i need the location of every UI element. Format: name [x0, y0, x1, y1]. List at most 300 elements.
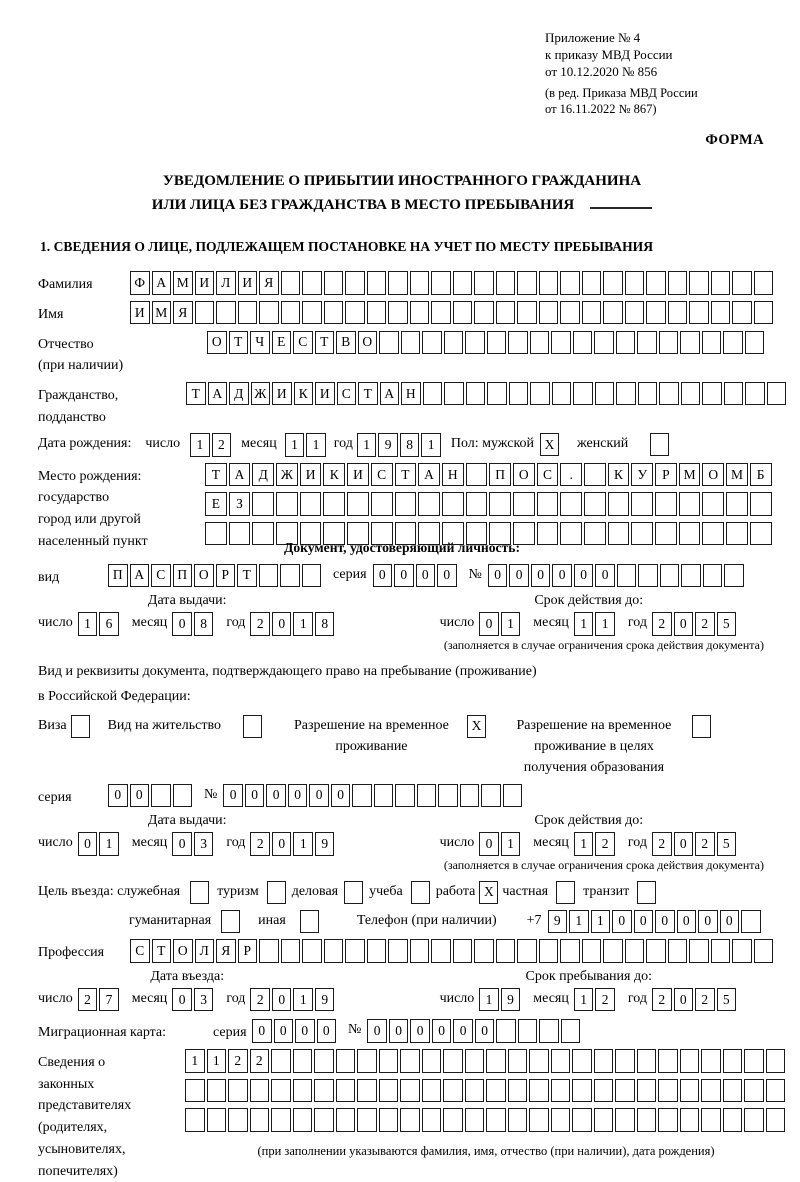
- char-box[interactable]: [703, 564, 723, 588]
- char-box[interactable]: [460, 784, 480, 808]
- char-box[interactable]: [418, 492, 440, 516]
- char-box[interactable]: 0: [410, 1019, 430, 1043]
- char-box[interactable]: [637, 1108, 657, 1132]
- char-box[interactable]: 2: [595, 988, 615, 1012]
- char-box[interactable]: Д: [229, 382, 249, 406]
- char-box[interactable]: Я: [216, 939, 236, 963]
- char-box[interactable]: О: [173, 939, 193, 963]
- char-box[interactable]: [195, 301, 215, 325]
- char-box[interactable]: 2: [212, 433, 232, 457]
- char-box[interactable]: [474, 301, 494, 325]
- char-box[interactable]: [388, 301, 408, 325]
- char-box[interactable]: [723, 1108, 743, 1132]
- char-box[interactable]: [711, 271, 731, 295]
- char-box[interactable]: [659, 331, 679, 355]
- char-box[interactable]: Е: [205, 492, 227, 516]
- char-box[interactable]: Б: [750, 463, 772, 487]
- char-box[interactable]: Ф: [130, 271, 150, 295]
- char-box[interactable]: [767, 382, 787, 406]
- char-box[interactable]: [422, 1049, 442, 1073]
- char-box[interactable]: [560, 522, 582, 546]
- char-box[interactable]: Т: [186, 382, 206, 406]
- char-box[interactable]: [302, 271, 322, 295]
- char-box[interactable]: [401, 331, 421, 355]
- char-box[interactable]: [744, 1108, 764, 1132]
- char-box[interactable]: [582, 271, 602, 295]
- purpose-business-checkbox[interactable]: [344, 881, 363, 904]
- char-box[interactable]: 0: [272, 612, 292, 636]
- char-box[interactable]: [573, 382, 593, 406]
- char-box[interactable]: [724, 382, 744, 406]
- char-box[interactable]: 9: [501, 988, 521, 1012]
- char-box[interactable]: [711, 301, 731, 325]
- char-box[interactable]: [508, 331, 528, 355]
- char-box[interactable]: [702, 522, 724, 546]
- char-box[interactable]: Т: [229, 331, 249, 355]
- char-box[interactable]: [646, 939, 666, 963]
- char-box[interactable]: [302, 301, 322, 325]
- char-box[interactable]: 0: [698, 910, 718, 934]
- char-box[interactable]: 0: [595, 564, 615, 588]
- char-box[interactable]: 0: [266, 784, 286, 808]
- char-box[interactable]: М: [152, 301, 172, 325]
- char-box[interactable]: [324, 939, 344, 963]
- char-box[interactable]: 5: [717, 832, 737, 856]
- char-box[interactable]: [238, 301, 258, 325]
- char-box[interactable]: [410, 939, 430, 963]
- char-box[interactable]: [453, 301, 473, 325]
- char-box[interactable]: М: [726, 463, 748, 487]
- char-box[interactable]: 6: [99, 612, 119, 636]
- char-box[interactable]: 1: [185, 1049, 205, 1073]
- char-box[interactable]: [637, 1049, 657, 1073]
- char-box[interactable]: 0: [245, 784, 265, 808]
- char-box[interactable]: [400, 1049, 420, 1073]
- char-box[interactable]: [584, 492, 606, 516]
- char-box[interactable]: [345, 939, 365, 963]
- char-box[interactable]: [252, 522, 274, 546]
- char-box[interactable]: [529, 1049, 549, 1073]
- char-box[interactable]: [582, 301, 602, 325]
- char-box[interactable]: 0: [634, 910, 654, 934]
- char-box[interactable]: [442, 492, 464, 516]
- char-box[interactable]: [726, 492, 748, 516]
- char-box[interactable]: 1: [574, 832, 594, 856]
- char-box[interactable]: [271, 1049, 291, 1073]
- char-box[interactable]: [252, 492, 274, 516]
- char-box[interactable]: [508, 1049, 528, 1073]
- char-box[interactable]: 1: [293, 612, 313, 636]
- char-box[interactable]: [367, 301, 387, 325]
- char-box[interactable]: [668, 271, 688, 295]
- char-box[interactable]: 2: [652, 988, 672, 1012]
- char-box[interactable]: [646, 271, 666, 295]
- char-box[interactable]: [465, 331, 485, 355]
- char-box[interactable]: 0: [453, 1019, 473, 1043]
- char-box[interactable]: [745, 331, 765, 355]
- char-box[interactable]: .: [560, 463, 582, 487]
- char-box[interactable]: [655, 492, 677, 516]
- char-box[interactable]: [723, 331, 743, 355]
- char-box[interactable]: А: [418, 463, 440, 487]
- char-box[interactable]: [680, 1108, 700, 1132]
- char-box[interactable]: 0: [223, 784, 243, 808]
- char-box[interactable]: [680, 1049, 700, 1073]
- char-box[interactable]: [410, 271, 430, 295]
- char-box[interactable]: [551, 1108, 571, 1132]
- char-box[interactable]: О: [358, 331, 378, 355]
- char-box[interactable]: 1: [479, 988, 499, 1012]
- char-box[interactable]: [517, 301, 537, 325]
- purpose-transit-checkbox[interactable]: [637, 881, 656, 904]
- purpose-tourism-checkbox[interactable]: [267, 881, 286, 904]
- char-box[interactable]: [530, 382, 550, 406]
- char-box[interactable]: Т: [205, 463, 227, 487]
- char-box[interactable]: [615, 1108, 635, 1132]
- char-box[interactable]: 0: [252, 1019, 272, 1043]
- char-box[interactable]: [551, 1079, 571, 1103]
- char-box[interactable]: [486, 1079, 506, 1103]
- char-box[interactable]: И: [195, 271, 215, 295]
- char-box[interactable]: [281, 301, 301, 325]
- char-box[interactable]: [766, 1108, 786, 1132]
- char-box[interactable]: О: [194, 564, 214, 588]
- char-box[interactable]: [395, 492, 417, 516]
- char-box[interactable]: Н: [401, 382, 421, 406]
- char-box[interactable]: [560, 301, 580, 325]
- char-box[interactable]: О: [702, 463, 724, 487]
- char-box[interactable]: [379, 1049, 399, 1073]
- char-box[interactable]: [487, 331, 507, 355]
- char-box[interactable]: [637, 331, 657, 355]
- char-box[interactable]: [453, 271, 473, 295]
- char-box[interactable]: 0: [416, 564, 436, 588]
- char-box[interactable]: Т: [395, 463, 417, 487]
- char-box[interactable]: 1: [285, 433, 305, 457]
- char-box[interactable]: [444, 382, 464, 406]
- char-box[interactable]: К: [608, 463, 630, 487]
- purpose-official-checkbox[interactable]: [190, 881, 209, 904]
- temp-residence-checkbox[interactable]: X: [467, 715, 486, 738]
- char-box[interactable]: Д: [252, 463, 274, 487]
- char-box[interactable]: 0: [130, 784, 150, 808]
- char-box[interactable]: [207, 1108, 227, 1132]
- char-box[interactable]: [345, 301, 365, 325]
- char-box[interactable]: 0: [288, 784, 308, 808]
- char-box[interactable]: Ж: [251, 382, 271, 406]
- char-box[interactable]: 2: [228, 1049, 248, 1073]
- char-box[interactable]: [374, 784, 394, 808]
- char-box[interactable]: 0: [295, 1019, 315, 1043]
- char-box[interactable]: 1: [207, 1049, 227, 1073]
- char-box[interactable]: [537, 522, 559, 546]
- char-box[interactable]: [539, 301, 559, 325]
- char-box[interactable]: [323, 492, 345, 516]
- char-box[interactable]: [207, 1079, 227, 1103]
- char-box[interactable]: [560, 271, 580, 295]
- char-box[interactable]: [185, 1079, 205, 1103]
- char-box[interactable]: [259, 939, 279, 963]
- char-box[interactable]: [431, 301, 451, 325]
- char-box[interactable]: [422, 1108, 442, 1132]
- char-box[interactable]: [655, 522, 677, 546]
- char-box[interactable]: 2: [695, 832, 715, 856]
- char-box[interactable]: 0: [331, 784, 351, 808]
- char-box[interactable]: 1: [595, 612, 615, 636]
- char-box[interactable]: [594, 1108, 614, 1132]
- char-box[interactable]: 0: [272, 832, 292, 856]
- char-box[interactable]: 1: [574, 988, 594, 1012]
- char-box[interactable]: [443, 1049, 463, 1073]
- char-box[interactable]: [732, 939, 752, 963]
- char-box[interactable]: [603, 939, 623, 963]
- char-box[interactable]: [474, 939, 494, 963]
- char-box[interactable]: [388, 939, 408, 963]
- char-box[interactable]: [702, 331, 722, 355]
- char-box[interactable]: [529, 1079, 549, 1103]
- char-box[interactable]: [572, 1049, 592, 1073]
- char-box[interactable]: [723, 1049, 743, 1073]
- char-box[interactable]: [681, 382, 701, 406]
- char-box[interactable]: 0: [509, 564, 529, 588]
- char-box[interactable]: 0: [274, 1019, 294, 1043]
- char-box[interactable]: Е: [272, 331, 292, 355]
- char-box[interactable]: [631, 492, 653, 516]
- char-box[interactable]: [594, 1049, 614, 1073]
- char-box[interactable]: 2: [250, 832, 270, 856]
- char-box[interactable]: [336, 1049, 356, 1073]
- char-box[interactable]: [603, 271, 623, 295]
- char-box[interactable]: [185, 1108, 205, 1132]
- char-box[interactable]: [503, 784, 523, 808]
- char-box[interactable]: 0: [475, 1019, 495, 1043]
- char-box[interactable]: [582, 939, 602, 963]
- char-box[interactable]: [474, 271, 494, 295]
- char-box[interactable]: [466, 382, 486, 406]
- char-box[interactable]: 0: [479, 832, 499, 856]
- char-box[interactable]: [539, 1019, 559, 1043]
- char-box[interactable]: И: [315, 382, 335, 406]
- char-box[interactable]: [560, 939, 580, 963]
- char-box[interactable]: [314, 1108, 334, 1132]
- char-box[interactable]: [560, 492, 582, 516]
- char-box[interactable]: 3: [194, 832, 214, 856]
- char-box[interactable]: [508, 1079, 528, 1103]
- char-box[interactable]: [745, 382, 765, 406]
- char-box[interactable]: 2: [695, 988, 715, 1012]
- char-box[interactable]: А: [208, 382, 228, 406]
- char-box[interactable]: 8: [400, 433, 420, 457]
- char-box[interactable]: [726, 522, 748, 546]
- char-box[interactable]: 0: [172, 832, 192, 856]
- char-box[interactable]: [486, 1049, 506, 1073]
- char-box[interactable]: [561, 1019, 581, 1043]
- char-box[interactable]: В: [336, 331, 356, 355]
- char-box[interactable]: П: [489, 463, 511, 487]
- char-box[interactable]: [529, 1108, 549, 1132]
- char-box[interactable]: [539, 271, 559, 295]
- char-box[interactable]: 0: [674, 832, 694, 856]
- char-box[interactable]: 1: [357, 433, 377, 457]
- char-box[interactable]: [637, 1079, 657, 1103]
- purpose-work-checkbox[interactable]: X: [479, 881, 498, 904]
- purpose-humanitarian-checkbox[interactable]: [221, 910, 240, 933]
- char-box[interactable]: [423, 382, 443, 406]
- char-box[interactable]: И: [347, 463, 369, 487]
- char-box[interactable]: [617, 564, 637, 588]
- char-box[interactable]: [741, 910, 761, 934]
- char-box[interactable]: П: [173, 564, 193, 588]
- char-box[interactable]: 1: [569, 910, 589, 934]
- char-box[interactable]: [702, 492, 724, 516]
- char-box[interactable]: З: [229, 492, 251, 516]
- char-box[interactable]: Р: [216, 564, 236, 588]
- char-box[interactable]: 9: [315, 988, 335, 1012]
- char-box[interactable]: 8: [315, 612, 335, 636]
- char-box[interactable]: [679, 522, 701, 546]
- char-box[interactable]: [658, 1079, 678, 1103]
- char-box[interactable]: 5: [717, 988, 737, 1012]
- char-box[interactable]: [744, 1049, 764, 1073]
- char-box[interactable]: [572, 1108, 592, 1132]
- char-box[interactable]: 1: [501, 832, 521, 856]
- char-box[interactable]: [680, 1079, 700, 1103]
- char-box[interactable]: [658, 1108, 678, 1132]
- char-box[interactable]: 9: [548, 910, 568, 934]
- char-box[interactable]: [410, 301, 430, 325]
- char-box[interactable]: О: [207, 331, 227, 355]
- char-box[interactable]: [766, 1049, 786, 1073]
- char-box[interactable]: [517, 271, 537, 295]
- char-box[interactable]: [551, 1049, 571, 1073]
- char-box[interactable]: [357, 1108, 377, 1132]
- char-box[interactable]: [679, 492, 701, 516]
- char-box[interactable]: [250, 1108, 270, 1132]
- char-box[interactable]: 1: [501, 612, 521, 636]
- char-box[interactable]: 2: [78, 988, 98, 1012]
- char-box[interactable]: [395, 784, 415, 808]
- char-box[interactable]: [487, 382, 507, 406]
- char-box[interactable]: [509, 382, 529, 406]
- char-box[interactable]: 1: [78, 612, 98, 636]
- char-box[interactable]: [466, 463, 488, 487]
- char-box[interactable]: С: [293, 331, 313, 355]
- char-box[interactable]: Т: [152, 939, 172, 963]
- char-box[interactable]: [625, 301, 645, 325]
- char-box[interactable]: П: [108, 564, 128, 588]
- char-box[interactable]: [551, 331, 571, 355]
- purpose-other-checkbox[interactable]: [300, 910, 319, 933]
- char-box[interactable]: [276, 492, 298, 516]
- char-box[interactable]: 1: [190, 433, 210, 457]
- char-box[interactable]: [314, 1049, 334, 1073]
- char-box[interactable]: [400, 1079, 420, 1103]
- char-box[interactable]: Н: [442, 463, 464, 487]
- char-box[interactable]: [443, 1108, 463, 1132]
- char-box[interactable]: [379, 331, 399, 355]
- char-box[interactable]: [518, 1019, 538, 1043]
- char-box[interactable]: [302, 939, 322, 963]
- char-box[interactable]: 8: [194, 612, 214, 636]
- char-box[interactable]: 2: [250, 1049, 270, 1073]
- char-box[interactable]: [537, 492, 559, 516]
- char-box[interactable]: [489, 492, 511, 516]
- visa-checkbox[interactable]: [71, 715, 90, 738]
- char-box[interactable]: [271, 1079, 291, 1103]
- char-box[interactable]: [431, 271, 451, 295]
- char-box[interactable]: 0: [674, 988, 694, 1012]
- char-box[interactable]: [508, 1108, 528, 1132]
- char-box[interactable]: 1: [99, 832, 119, 856]
- char-box[interactable]: [572, 1079, 592, 1103]
- char-box[interactable]: [481, 784, 501, 808]
- char-box[interactable]: [754, 271, 774, 295]
- char-box[interactable]: 1: [574, 612, 594, 636]
- char-box[interactable]: [701, 1108, 721, 1132]
- char-box[interactable]: [616, 382, 636, 406]
- char-box[interactable]: 0: [394, 564, 414, 588]
- char-box[interactable]: 2: [652, 832, 672, 856]
- char-box[interactable]: [336, 1108, 356, 1132]
- char-box[interactable]: [422, 331, 442, 355]
- char-box[interactable]: Ч: [250, 331, 270, 355]
- char-box[interactable]: Л: [195, 939, 215, 963]
- char-box[interactable]: [594, 1079, 614, 1103]
- char-box[interactable]: Т: [237, 564, 257, 588]
- char-box[interactable]: [603, 301, 623, 325]
- char-box[interactable]: [352, 784, 372, 808]
- char-box[interactable]: [371, 492, 393, 516]
- char-box[interactable]: [625, 939, 645, 963]
- char-box[interactable]: [280, 564, 300, 588]
- char-box[interactable]: [517, 939, 537, 963]
- char-box[interactable]: 0: [272, 988, 292, 1012]
- char-box[interactable]: [367, 939, 387, 963]
- char-box[interactable]: 0: [655, 910, 675, 934]
- char-box[interactable]: [750, 522, 772, 546]
- char-box[interactable]: 0: [309, 784, 329, 808]
- char-box[interactable]: [608, 522, 630, 546]
- char-box[interactable]: [466, 492, 488, 516]
- char-box[interactable]: [259, 564, 279, 588]
- char-box[interactable]: А: [229, 463, 251, 487]
- char-box[interactable]: [750, 492, 772, 516]
- char-box[interactable]: [724, 564, 744, 588]
- char-box[interactable]: 3: [194, 988, 214, 1012]
- char-box[interactable]: 7: [99, 988, 119, 1012]
- char-box[interactable]: [453, 939, 473, 963]
- char-box[interactable]: М: [679, 463, 701, 487]
- char-box[interactable]: [443, 1079, 463, 1103]
- char-box[interactable]: [689, 939, 709, 963]
- char-box[interactable]: 9: [315, 832, 335, 856]
- char-box[interactable]: Л: [216, 271, 236, 295]
- char-box[interactable]: [229, 522, 251, 546]
- char-box[interactable]: 0: [674, 612, 694, 636]
- char-box[interactable]: 0: [552, 564, 572, 588]
- char-box[interactable]: Т: [358, 382, 378, 406]
- char-box[interactable]: [766, 1079, 786, 1103]
- char-box[interactable]: [584, 463, 606, 487]
- char-box[interactable]: 9: [378, 433, 398, 457]
- char-box[interactable]: [723, 1079, 743, 1103]
- char-box[interactable]: [314, 1079, 334, 1103]
- char-box[interactable]: [552, 382, 572, 406]
- char-box[interactable]: [379, 1108, 399, 1132]
- char-box[interactable]: 2: [250, 612, 270, 636]
- char-box[interactable]: [659, 382, 679, 406]
- char-box[interactable]: [668, 939, 688, 963]
